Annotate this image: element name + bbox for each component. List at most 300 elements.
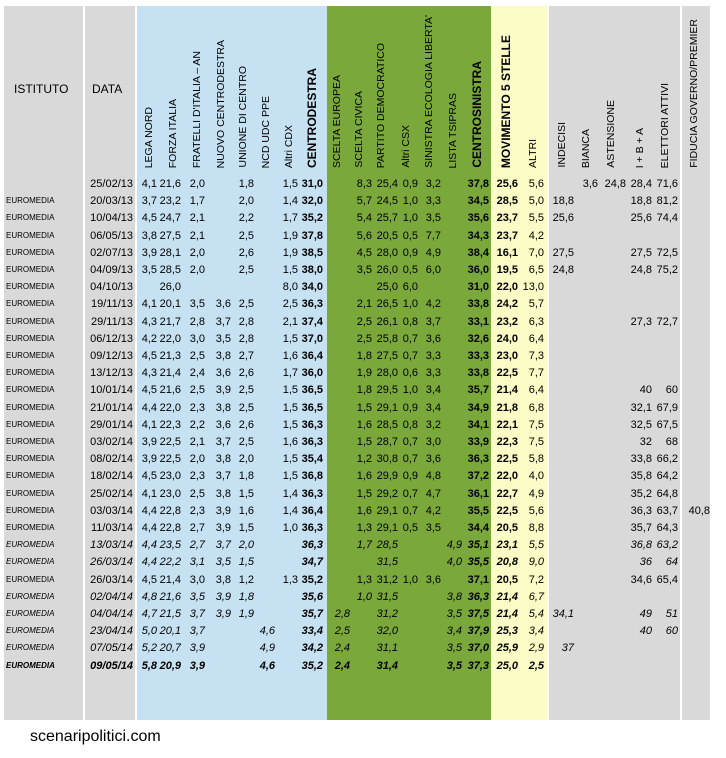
value-cell: 2,8 (238, 315, 254, 328)
value-cell: 24,2 (496, 298, 518, 311)
value-cell: 3,6 (425, 332, 441, 345)
value-cell: 22,5 (496, 367, 518, 380)
value-cell: 22,0 (159, 401, 181, 414)
value-cell: 3,0 (425, 436, 441, 448)
value-cell: 1,0 (402, 384, 418, 397)
value-cell: 0,5 (402, 264, 418, 276)
value-cell: 0,5 (402, 522, 418, 534)
value-cell: 1,2 (356, 453, 372, 466)
value-cell: 4,7 (425, 487, 441, 500)
value-cell: 5,0 (528, 195, 544, 208)
istituto-cell: EUROMEDIA (6, 402, 55, 412)
value-cell: 2,1 (282, 315, 298, 328)
value-cell: 6,0 (425, 264, 441, 276)
value-cell: 35,2 (301, 573, 323, 586)
value-cell: 38,5 (301, 246, 323, 259)
date-cell: 19/11/13 (90, 298, 133, 311)
table-row (0, 623, 726, 639)
istituto-cell: EUROMEDIA (6, 196, 55, 206)
value-cell: 60 (665, 625, 678, 638)
value-cell: 31,5 (376, 556, 398, 569)
istituto-cell: EUROMEDIA (6, 454, 55, 464)
value-cell: 8,3 (356, 178, 372, 190)
value-cell: 2,0 (238, 453, 254, 466)
value-cell: 6,4 (528, 384, 544, 397)
value-cell: 4,1 (141, 418, 157, 431)
value-cell: 7,3 (528, 350, 544, 362)
column-header: ASTENSIONE (605, 100, 617, 168)
value-cell: 32,0 (376, 625, 398, 638)
value-cell: 4,4 (141, 401, 157, 414)
value-cell: 3,5 (446, 642, 462, 655)
value-cell: 2,5 (238, 401, 254, 414)
date-cell: 02/04/14 (90, 590, 133, 603)
value-cell: 34,9 (467, 401, 489, 414)
value-cell: 35,6 (467, 212, 489, 225)
date-cell: 04/10/13 (90, 281, 133, 294)
value-cell: 1,6 (282, 436, 298, 448)
value-cell: 4,1 (141, 298, 157, 311)
value-cell: 3,8 (215, 487, 231, 500)
value-cell: 3,9 (215, 504, 231, 517)
value-cell: 28,1 (159, 246, 181, 259)
date-cell: 04/04/14 (90, 608, 133, 620)
value-cell: 72,5 (656, 246, 678, 259)
value-cell: 38,0 (301, 264, 323, 276)
value-cell: 24,5 (376, 195, 398, 208)
value-cell: 35,7 (301, 608, 323, 620)
value-cell: 36,3 (301, 298, 323, 311)
value-cell: 21,8 (496, 401, 518, 414)
date-cell: 11/03/14 (90, 522, 133, 534)
value-cell: 22,0 (159, 332, 181, 345)
value-cell: 20,5 (496, 573, 518, 586)
value-cell: 2,5 (189, 350, 205, 362)
value-cell: 37,3 (467, 659, 489, 672)
istituto-cell: EUROMEDIA (6, 265, 55, 274)
value-cell: 2,5 (238, 264, 254, 276)
value-cell: 1,4 (282, 504, 298, 517)
value-cell: 21,4 (496, 608, 518, 620)
table-row (0, 314, 726, 330)
value-cell: 36,3 (301, 436, 323, 448)
value-cell: 1,7 (356, 539, 372, 552)
value-cell: 3,4 (528, 625, 544, 638)
date-cell: 26/03/14 (90, 556, 133, 569)
table-row (0, 400, 726, 416)
value-cell: 38,4 (467, 246, 489, 259)
value-cell: 1,6 (356, 504, 372, 517)
value-cell: 4,6 (259, 625, 275, 638)
value-cell: 3,6 (215, 418, 231, 431)
value-cell: 31,4 (376, 659, 398, 672)
value-cell: 23,2 (159, 195, 181, 208)
value-cell: 21,7 (159, 315, 181, 328)
value-cell: 3,9 (189, 642, 205, 655)
value-cell: 37,8 (301, 229, 323, 242)
date-cell: 06/12/13 (90, 332, 133, 345)
value-cell: 35,7 (630, 522, 652, 534)
value-cell: 2,8 (334, 608, 350, 620)
column-header: LISTA TSIPRAS (447, 92, 459, 168)
table-row (0, 658, 726, 674)
value-cell: 25,6 (552, 212, 574, 225)
table-row (0, 417, 726, 433)
value-cell: 22,8 (159, 522, 181, 534)
value-cell: 23,7 (496, 212, 518, 225)
value-cell: 3,8 (215, 573, 231, 586)
value-cell: 35,2 (630, 487, 652, 500)
value-cell: 1,0 (402, 212, 418, 225)
value-cell: 22,5 (496, 504, 518, 517)
value-cell: 36,4 (301, 504, 323, 517)
value-cell: 3,6 (425, 573, 441, 586)
value-cell: 5,5 (528, 539, 544, 552)
value-cell: 23,0 (496, 350, 518, 362)
table-row (0, 228, 726, 244)
value-cell: 4,0 (528, 470, 544, 483)
column-header: FORZA ITALIA (167, 98, 179, 168)
value-cell: 37,0 (301, 332, 323, 345)
table-row (0, 468, 726, 484)
value-cell: 25,7 (376, 212, 398, 225)
table-row (0, 331, 726, 347)
value-cell: 18,8 (552, 195, 574, 208)
value-cell: 4,2 (528, 229, 544, 242)
value-cell: 5,7 (356, 195, 372, 208)
value-cell: 29,1 (376, 504, 398, 517)
value-cell: 4,8 (141, 590, 157, 603)
value-cell: 2,1 (189, 229, 205, 242)
value-cell: 4,5 (141, 212, 157, 225)
table-row (0, 245, 726, 261)
value-cell: 35,5 (467, 504, 489, 517)
value-cell: 1,0 (402, 298, 418, 311)
value-cell: 2,3 (189, 470, 205, 483)
value-cell: 22,0 (496, 470, 518, 483)
value-cell: 37,8 (467, 178, 489, 190)
value-cell: 3,5 (356, 264, 372, 276)
value-cell: 4,5 (141, 470, 157, 483)
value-cell: 36,5 (301, 401, 323, 414)
date-cell: 21/01/14 (90, 401, 133, 414)
value-cell: 1,5 (282, 401, 298, 414)
value-cell: 36,3 (301, 418, 323, 431)
value-cell: 2,1 (189, 212, 205, 225)
value-cell: 20,1 (159, 625, 181, 638)
value-cell: 2,0 (238, 195, 254, 208)
value-cell: 5,8 (528, 453, 544, 466)
value-cell: 24,8 (552, 264, 574, 276)
value-cell: 4,1 (141, 487, 157, 500)
istituto-cell: EUROMEDIA (6, 540, 55, 550)
table-row (0, 537, 726, 553)
value-cell: 0,6 (402, 367, 418, 380)
table-row (0, 486, 726, 502)
istituto-cell: EUROMEDIA (6, 626, 55, 636)
date-cell: 04/09/13 (90, 264, 133, 276)
value-cell: 28,5 (376, 539, 398, 552)
value-cell: 1,8 (356, 384, 372, 397)
date-cell: 10/04/13 (90, 212, 133, 225)
value-cell: 21,4 (496, 590, 518, 603)
value-cell: 3,6 (582, 178, 598, 190)
value-cell: 0,9 (402, 178, 418, 190)
column-header: CENTROSINISTRA (470, 61, 484, 168)
istituto-cell: EUROMEDIA (6, 419, 55, 429)
value-cell: 22,5 (159, 453, 181, 466)
value-cell: 2,5 (189, 384, 205, 397)
table-row (0, 279, 726, 295)
value-cell: 28,4 (630, 178, 652, 190)
date-cell: 09/12/13 (90, 350, 133, 362)
value-cell: 4,9 (425, 246, 441, 259)
istituto-cell: EUROMEDIA (6, 316, 55, 326)
table-row (0, 434, 726, 450)
value-cell: 36,3 (467, 590, 489, 603)
date-cell: 26/03/14 (90, 573, 133, 586)
value-cell: 1,5 (238, 556, 254, 569)
value-cell: 13,0 (522, 281, 544, 294)
value-cell: 72,7 (656, 315, 678, 328)
value-cell: 3,7 (215, 470, 231, 483)
value-cell: 18,8 (630, 195, 652, 208)
value-cell: 7,5 (528, 436, 544, 448)
value-cell: 34,7 (301, 556, 323, 569)
value-cell: 22,5 (496, 453, 518, 466)
value-cell: 3,8 (446, 590, 462, 603)
table-row (0, 262, 726, 278)
value-cell: 2,4 (189, 367, 205, 380)
value-cell: 22,8 (159, 504, 181, 517)
value-cell: 3,9 (215, 384, 231, 397)
value-cell: 22,1 (496, 418, 518, 431)
value-cell: 22,7 (496, 487, 518, 500)
value-cell: 1,4 (282, 195, 298, 208)
value-cell: 30,8 (376, 453, 398, 466)
value-cell: 3,5 (215, 332, 231, 345)
value-cell: 3,5 (446, 608, 462, 620)
value-cell: 4,4 (141, 556, 157, 569)
value-cell: 1,5 (282, 453, 298, 466)
value-cell: 51 (665, 608, 678, 620)
value-cell: 24,0 (496, 332, 518, 345)
value-cell: 4,8 (425, 470, 441, 483)
value-cell: 1,6 (282, 350, 298, 362)
value-cell: 64,2 (656, 470, 678, 483)
value-cell: 64,8 (656, 487, 678, 500)
value-cell: 5,7 (528, 298, 544, 311)
value-cell: 40 (639, 625, 652, 638)
value-cell: 5,8 (141, 659, 157, 672)
value-cell: 2,7 (238, 350, 254, 362)
istituto-cell: EUROMEDIA (6, 368, 55, 378)
value-cell: 1,3 (356, 522, 372, 534)
date-cell: 13/12/13 (90, 367, 133, 380)
value-cell: 1,4 (282, 487, 298, 500)
value-cell: 1,7 (282, 212, 298, 225)
value-cell: 20,1 (159, 298, 181, 311)
value-cell: 5,6 (356, 229, 372, 242)
value-cell: 4,4 (141, 539, 157, 552)
value-cell: 23,2 (496, 315, 518, 328)
table-row (0, 589, 726, 605)
column-header: ALTRI (527, 139, 539, 168)
value-cell: 19,5 (496, 264, 518, 276)
value-cell: 7,7 (425, 229, 441, 242)
value-cell: 36,8 (630, 539, 652, 552)
value-cell: 27,5 (552, 246, 574, 259)
istituto-cell: EUROMEDIA (6, 213, 55, 223)
value-cell: 67,5 (656, 418, 678, 431)
istituto-cell: EUROMEDIA (6, 437, 55, 446)
column-header: NUOVO CENTRODESTRA (215, 39, 227, 168)
value-cell: 21,3 (159, 350, 181, 362)
value-cell: 1,5 (356, 401, 372, 414)
column-header: INDECISI (556, 122, 568, 168)
table-row (0, 348, 726, 364)
value-cell: 1,8 (238, 178, 254, 190)
value-cell: 36 (639, 556, 652, 569)
value-cell: 36,3 (301, 539, 323, 552)
value-cell: 23,0 (159, 487, 181, 500)
value-cell: 1,8 (356, 350, 372, 362)
value-cell: 31,0 (301, 178, 323, 190)
date-cell: 25/02/13 (90, 178, 133, 190)
istituto-cell: EUROMEDIA (6, 230, 55, 240)
istituto-cell: EUROMEDIA (6, 523, 55, 532)
value-cell: 3,0 (189, 573, 205, 586)
value-cell: 5,6 (528, 178, 544, 190)
value-cell: 36,5 (301, 384, 323, 397)
table-row (0, 193, 726, 209)
value-cell: 2,5 (189, 487, 205, 500)
value-cell: 33,9 (467, 436, 489, 448)
column-header: SCELTA EUROPEA (331, 75, 343, 168)
value-cell: 1,7 (282, 367, 298, 380)
value-cell: 1,5 (356, 436, 372, 448)
value-cell: 24,7 (159, 212, 181, 225)
value-cell: 26,0 (376, 264, 398, 276)
value-cell: 26,0 (159, 281, 181, 294)
table-row (0, 606, 726, 622)
value-cell: 23,1 (496, 539, 518, 552)
value-cell: 3,7 (425, 315, 441, 328)
data-header: DATA (92, 82, 123, 96)
value-cell: 74,4 (656, 212, 678, 225)
value-cell: 0,7 (402, 332, 418, 345)
value-cell: 3,4 (425, 384, 441, 397)
value-cell: 5,2 (141, 642, 157, 655)
value-cell: 35,2 (301, 212, 323, 225)
date-cell: 08/02/14 (90, 453, 133, 466)
value-cell: 1,7 (189, 195, 205, 208)
value-cell: 3,3 (425, 367, 441, 380)
value-cell: 20,5 (496, 522, 518, 534)
column-header: FRATELLI D'ITALIA – AN (191, 50, 203, 168)
value-cell: 36,3 (301, 487, 323, 500)
value-cell: 33,1 (467, 315, 489, 328)
table-row (0, 640, 726, 656)
column-header: ELETTORI ATTIVI (659, 82, 671, 168)
date-cell: 02/07/13 (90, 246, 133, 259)
table-row (0, 365, 726, 381)
column-header: UNIONE DI CENTRO (237, 66, 249, 168)
value-cell: 32,1 (630, 401, 652, 414)
value-cell: 36,8 (301, 470, 323, 483)
value-cell: 4,3 (141, 367, 157, 380)
value-cell: 21,6 (159, 384, 181, 397)
value-cell: 29,1 (376, 522, 398, 534)
value-cell: 1,5 (356, 487, 372, 500)
value-cell: 75,2 (656, 264, 678, 276)
istituto-cell: EUROMEDIA (6, 282, 55, 292)
value-cell: 25,6 (496, 178, 518, 190)
value-cell: 0,8 (402, 315, 418, 328)
value-cell: 67,9 (656, 401, 678, 414)
istituto-cell: EUROMEDIA (6, 660, 55, 670)
istituto-cell: EUROMEDIA (6, 574, 55, 584)
date-cell: 29/11/13 (90, 315, 133, 328)
value-cell: 40,8 (688, 504, 710, 517)
date-cell: 23/04/14 (90, 625, 133, 638)
value-cell: 0,8 (402, 418, 418, 431)
value-cell: 36,0 (301, 367, 323, 380)
value-cell: 66,2 (656, 453, 678, 466)
value-cell: 3,4 (425, 401, 441, 414)
value-cell: 2,6 (238, 418, 254, 431)
value-cell: 1,5 (282, 264, 298, 276)
value-cell: 37,1 (467, 573, 489, 586)
value-cell: 4,5 (141, 350, 157, 362)
value-cell: 29,1 (376, 401, 398, 414)
value-cell: 23,0 (159, 470, 181, 483)
value-cell: 3,8 (215, 401, 231, 414)
value-cell: 35,8 (630, 470, 652, 483)
value-cell: 3,8 (215, 350, 231, 362)
value-cell: 36,3 (467, 453, 489, 466)
column-header: BIANCA (580, 128, 592, 168)
value-cell: 4,9 (528, 487, 544, 500)
value-cell: 3,5 (215, 556, 231, 569)
value-cell: 8,0 (282, 281, 298, 294)
value-cell: 7,0 (528, 246, 544, 259)
value-cell: 22,3 (159, 418, 181, 431)
value-cell: 27,5 (630, 246, 652, 259)
value-cell: 3,5 (425, 522, 441, 534)
value-cell: 3,8 (141, 229, 157, 242)
value-cell: 60 (665, 384, 678, 397)
value-cell: 6,3 (528, 315, 544, 328)
value-cell: 2,5 (238, 436, 254, 448)
table-row (0, 503, 726, 519)
date-cell: 25/02/14 (90, 487, 133, 500)
value-cell: 35,1 (467, 539, 489, 552)
value-cell: 4,9 (259, 642, 275, 655)
value-cell: 20,8 (496, 556, 518, 569)
value-cell: 5,5 (528, 212, 544, 225)
value-cell: 4,6 (259, 659, 275, 672)
istituto-cell: EUROMEDIA (6, 333, 55, 343)
value-cell: 37,9 (467, 625, 489, 638)
value-cell: 3,9 (189, 659, 205, 672)
value-cell: 3,5 (189, 298, 205, 311)
value-cell: 6,7 (528, 590, 544, 603)
value-cell: 34,3 (467, 229, 489, 242)
value-cell: 6,4 (528, 332, 544, 345)
value-cell: 2,8 (238, 332, 254, 345)
value-cell: 36,4 (301, 350, 323, 362)
